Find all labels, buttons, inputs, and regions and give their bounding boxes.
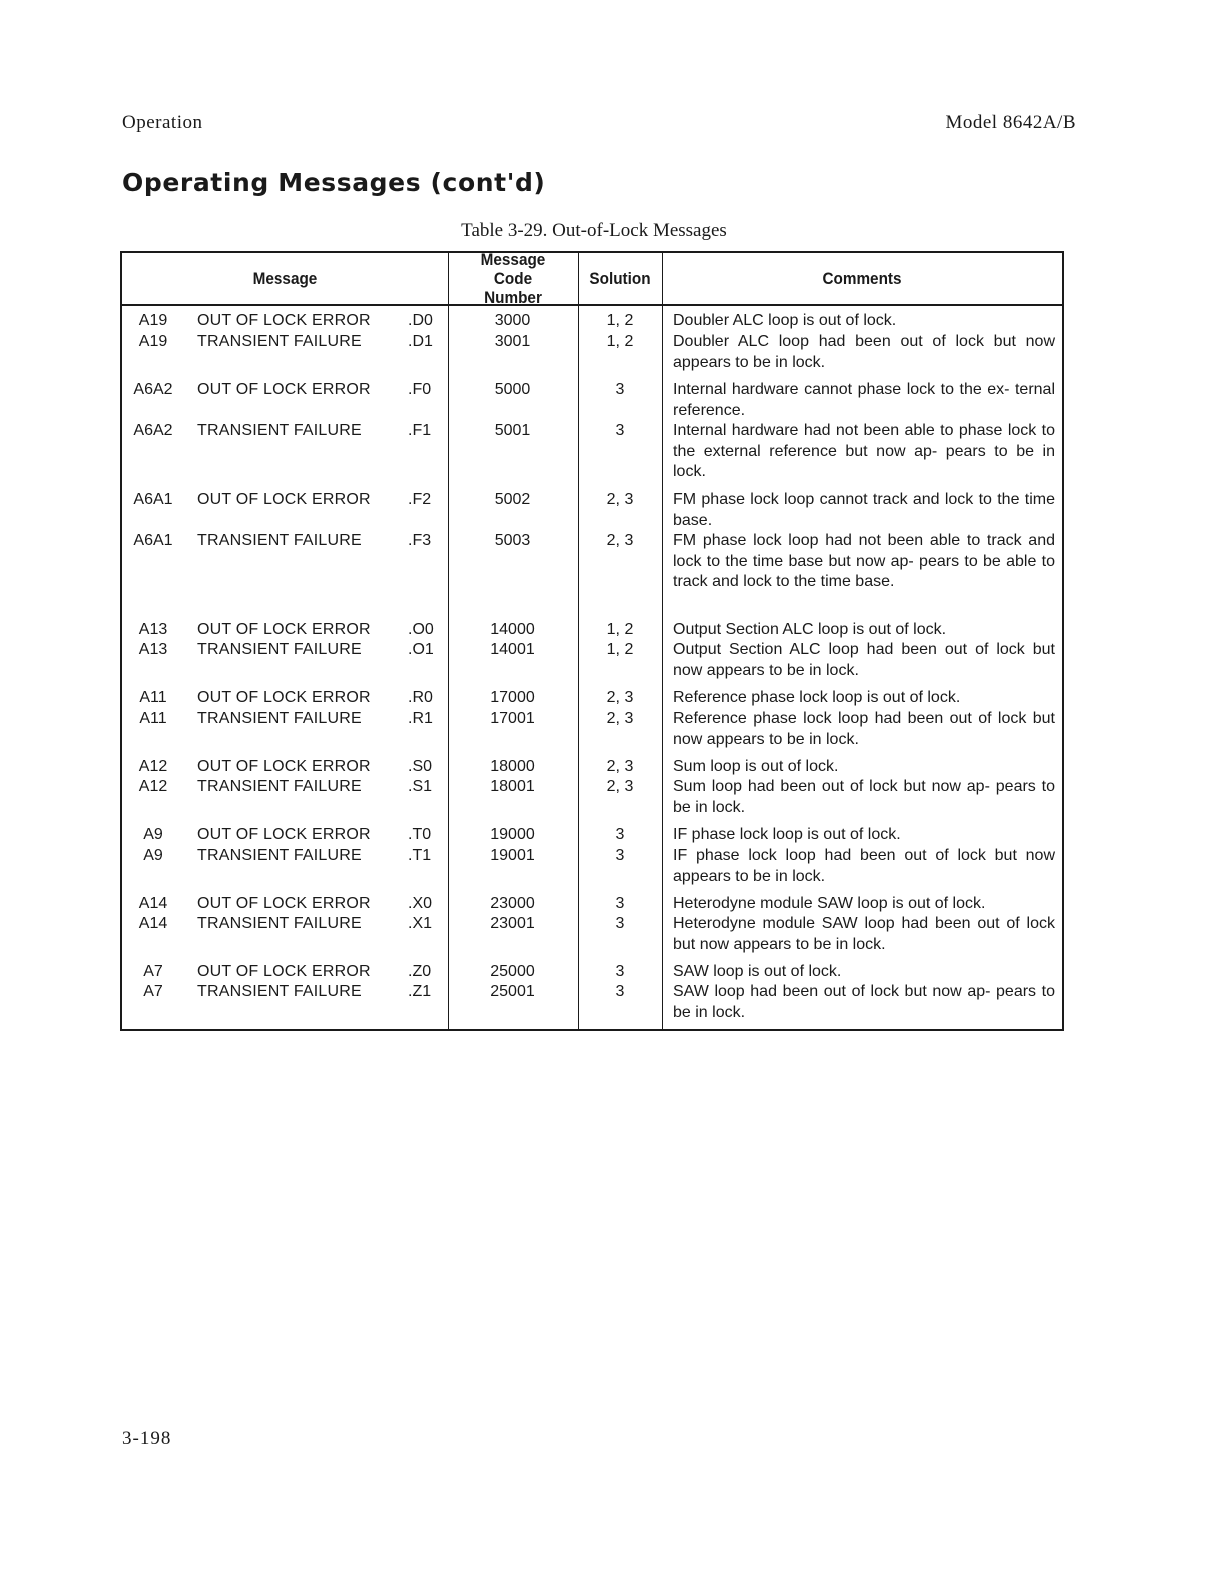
- module-label: A6A1: [133, 491, 173, 508]
- module-label: A19: [138, 312, 168, 329]
- message-text: TRANSIENT FAILURE: [197, 710, 362, 727]
- display-code: .T0: [408, 826, 432, 843]
- comment-text: Output Section ALC loop had been out of lock but now appears to be in lock.: [673, 641, 1055, 679]
- module-label: A9: [143, 847, 163, 864]
- solution-ref: 2, 3: [606, 758, 634, 775]
- message-text: OUT OF LOCK ERROR: [197, 963, 371, 980]
- module-label: A14: [138, 915, 168, 932]
- message-code-number: 5002: [494, 491, 531, 508]
- module-label: A11: [139, 710, 167, 727]
- module-label: A7: [143, 963, 163, 980]
- display-code: .D1: [408, 333, 433, 350]
- out-of-lock-messages-table: [120, 251, 1064, 1031]
- comment-text: Output Section ALC loop is out of lock.: [673, 621, 947, 638]
- column-divider: [662, 306, 663, 1029]
- message-text: TRANSIENT FAILURE: [197, 778, 362, 795]
- solution-ref: 3: [615, 826, 625, 843]
- solution-ref: 1, 2: [606, 333, 634, 350]
- display-code: .F3: [408, 532, 432, 549]
- message-code-number: 14000: [490, 621, 535, 638]
- module-label: A12: [138, 778, 168, 795]
- table-body: [122, 306, 1062, 1029]
- message-text: OUT OF LOCK ERROR: [197, 758, 371, 775]
- solution-ref: 1, 2: [606, 641, 634, 658]
- display-code: .S0: [408, 758, 433, 775]
- solution-ref: 3: [615, 422, 625, 439]
- comment-text: Reference phase lock loop had been out of lock but now appears to be in lock.: [673, 710, 1055, 748]
- running-header-model: Model 8642A/B: [945, 112, 1076, 133]
- solution-ref: 2, 3: [606, 532, 634, 549]
- column-divider: [448, 253, 449, 304]
- solution-ref: 2, 3: [606, 710, 634, 727]
- table-caption: Table 3-29. Out-of-Lock Messages: [461, 220, 727, 241]
- running-header-section: Operation: [122, 112, 203, 133]
- message-code-number: 5000: [494, 381, 531, 398]
- message-code-number: 14001: [490, 641, 535, 658]
- comment-text: SAW loop is out of lock.: [673, 963, 842, 980]
- display-code: .D0: [408, 312, 433, 329]
- display-code: .X1: [408, 915, 433, 932]
- comment-text: FM phase lock loop cannot track and lock to the time base.: [673, 491, 1055, 529]
- module-label: A14: [138, 895, 168, 912]
- comment-text: Internal hardware cannot phase lock to the ex- ternal reference.: [673, 381, 1055, 419]
- message-text: TRANSIENT FAILURE: [197, 847, 362, 864]
- display-code: .R0: [408, 689, 433, 706]
- message-code-number: 3001: [494, 333, 531, 350]
- message-code-number: 5001: [494, 422, 531, 439]
- table-header: [122, 250, 1062, 307]
- display-code: .O0: [408, 621, 434, 638]
- display-code: .F1: [408, 422, 432, 439]
- message-code-number: 5003: [494, 532, 531, 549]
- solution-ref: 3: [615, 915, 625, 932]
- solution-ref: 2, 3: [606, 491, 634, 508]
- module-label: A6A2: [133, 422, 173, 439]
- comment-text: Heterodyne module SAW loop had been out of lock but now appears to be in lock.: [673, 915, 1055, 953]
- comment-text: Reference phase lock loop is out of lock.: [673, 689, 961, 706]
- module-label: A9: [143, 826, 163, 843]
- message-text: OUT OF LOCK ERROR: [197, 826, 371, 843]
- column-header-solution: Solution: [589, 269, 651, 288]
- message-text: TRANSIENT FAILURE: [197, 983, 362, 1000]
- message-code-number: 23001: [490, 915, 535, 932]
- display-code: .T1: [408, 847, 432, 864]
- solution-ref: 3: [615, 983, 625, 1000]
- solution-ref: 1, 2: [606, 621, 634, 638]
- message-text: OUT OF LOCK ERROR: [197, 381, 371, 398]
- display-code: .Z1: [408, 983, 432, 1000]
- message-text: OUT OF LOCK ERROR: [197, 689, 371, 706]
- message-code-number: 18000: [490, 758, 535, 775]
- module-label: A13: [138, 641, 168, 658]
- module-label: A19: [138, 333, 168, 350]
- message-code-number: 3000: [494, 312, 531, 329]
- column-header-code-number: Message Code Number: [480, 250, 546, 307]
- column-divider: [578, 253, 579, 304]
- comment-text: IF phase lock loop had been out of lock but now appears to be in lock.: [673, 847, 1055, 885]
- display-code: .O1: [408, 641, 434, 658]
- column-header-comments: Comments: [822, 269, 902, 288]
- message-code-number: 17000: [490, 689, 535, 706]
- message-text: OUT OF LOCK ERROR: [197, 621, 371, 638]
- message-code-number: 17001: [490, 710, 535, 727]
- comment-text: SAW loop had been out of lock but now ap- pears to be in lock.: [673, 983, 1055, 1021]
- module-label: A13: [138, 621, 168, 638]
- solution-ref: 3: [615, 381, 625, 398]
- solution-ref: 3: [615, 963, 625, 980]
- solution-ref: 2, 3: [606, 778, 634, 795]
- module-label: A12: [138, 758, 168, 775]
- message-text: TRANSIENT FAILURE: [197, 641, 362, 658]
- message-code-number: 23000: [490, 895, 535, 912]
- message-text: TRANSIENT FAILURE: [197, 333, 362, 350]
- comment-text: Sum loop had been out of lock but now ap- pears to be in lock.: [673, 778, 1055, 816]
- module-label: A11: [139, 689, 167, 706]
- display-code: .X0: [408, 895, 433, 912]
- comment-text: IF phase lock loop is out of lock.: [673, 826, 901, 843]
- comment-text: Sum loop is out of lock.: [673, 758, 839, 775]
- display-code: .F0: [408, 381, 432, 398]
- solution-ref: 2, 3: [606, 689, 634, 706]
- comment-text: Internal hardware had not been able to phase lock to the external reference but now ap- pears to be in lock.: [673, 422, 1055, 480]
- display-code: .S1: [408, 778, 433, 795]
- page-number: 3-198: [122, 1428, 172, 1449]
- message-text: TRANSIENT FAILURE: [197, 915, 362, 932]
- message-text: OUT OF LOCK ERROR: [197, 491, 371, 508]
- message-code-number: 19001: [490, 847, 535, 864]
- module-label: A7: [143, 983, 163, 1000]
- solution-ref: 3: [615, 895, 625, 912]
- section-title: Operating Messages (cont'd): [122, 168, 546, 197]
- message-text: TRANSIENT FAILURE: [197, 532, 362, 549]
- message-code-number: 19000: [490, 826, 535, 843]
- column-header-message: Message: [252, 269, 318, 288]
- display-code: .R1: [408, 710, 433, 727]
- message-code-number: 25000: [490, 963, 535, 980]
- message-text: OUT OF LOCK ERROR: [197, 312, 371, 329]
- message-code-number: 18001: [490, 778, 535, 795]
- message-text: TRANSIENT FAILURE: [197, 422, 362, 439]
- message-code-number: 25001: [490, 983, 535, 1000]
- module-label: A6A1: [133, 532, 173, 549]
- message-text: OUT OF LOCK ERROR: [197, 895, 371, 912]
- comment-text: Doubler ALC loop had been out of lock but now appears to be in lock.: [673, 333, 1055, 371]
- comment-text: FM phase lock loop had not been able to track and lock to the time base but now ap- pears to be able to track and lock to the time base.: [673, 532, 1055, 590]
- solution-ref: 3: [615, 847, 625, 864]
- comment-text: Doubler ALC loop is out of lock.: [673, 312, 897, 329]
- display-code: .Z0: [408, 963, 432, 980]
- solution-ref: 1, 2: [606, 312, 634, 329]
- column-divider: [662, 253, 663, 304]
- module-label: A6A2: [133, 381, 173, 398]
- comment-text: Heterodyne module SAW loop is out of lock.: [673, 895, 986, 912]
- display-code: .F2: [408, 491, 432, 508]
